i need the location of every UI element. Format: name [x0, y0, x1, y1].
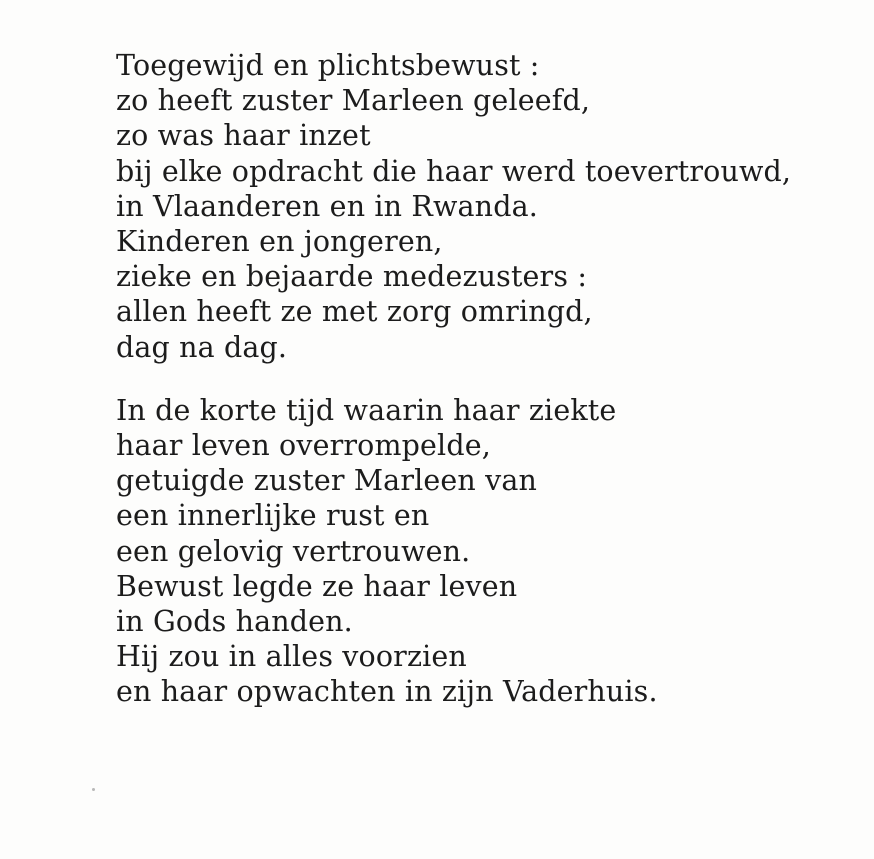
poem-line: Bewust legde ze haar leven — [116, 569, 518, 603]
stanza-1 — [116, 48, 856, 365]
poem-line: een gelovig vertrouwen. — [116, 534, 471, 568]
poem-line: In de korte tijd waarin haar ziekte — [116, 393, 617, 427]
scan-speck — [92, 788, 95, 791]
poem-line: dag na dag. — [116, 330, 288, 364]
poem-line: allen heeft ze met zorg omringd, — [116, 295, 593, 329]
poem-line: haar leven overrompelde, — [116, 429, 491, 463]
poem-line: zo heeft zuster Marleen geleefd, — [116, 84, 591, 118]
poem-line: Kinderen en jongeren, — [116, 225, 443, 259]
poem-line: Hij zou in alles voorzien — [116, 640, 467, 674]
poem-line: bij elke opdracht die haar werd toevertrouwd, — [116, 154, 792, 188]
poem-line: Toegewijd en plichtsbewust : — [116, 49, 540, 82]
stanza-2 — [116, 393, 856, 710]
poem-text — [116, 48, 856, 710]
poem-line: in Vlaanderen en in Rwanda. — [116, 189, 538, 223]
poem-line: getuigde zuster Marleen van — [116, 464, 538, 498]
poem-line: zo was haar inzet — [116, 119, 371, 153]
poem-line: een innerlijke rust en — [116, 499, 430, 533]
poem-line: en haar opwachten in zijn Vaderhuis. — [116, 675, 658, 709]
poem-line: in Gods handen. — [116, 605, 353, 639]
poem-line: zieke en bejaarde medezusters : — [116, 260, 588, 294]
